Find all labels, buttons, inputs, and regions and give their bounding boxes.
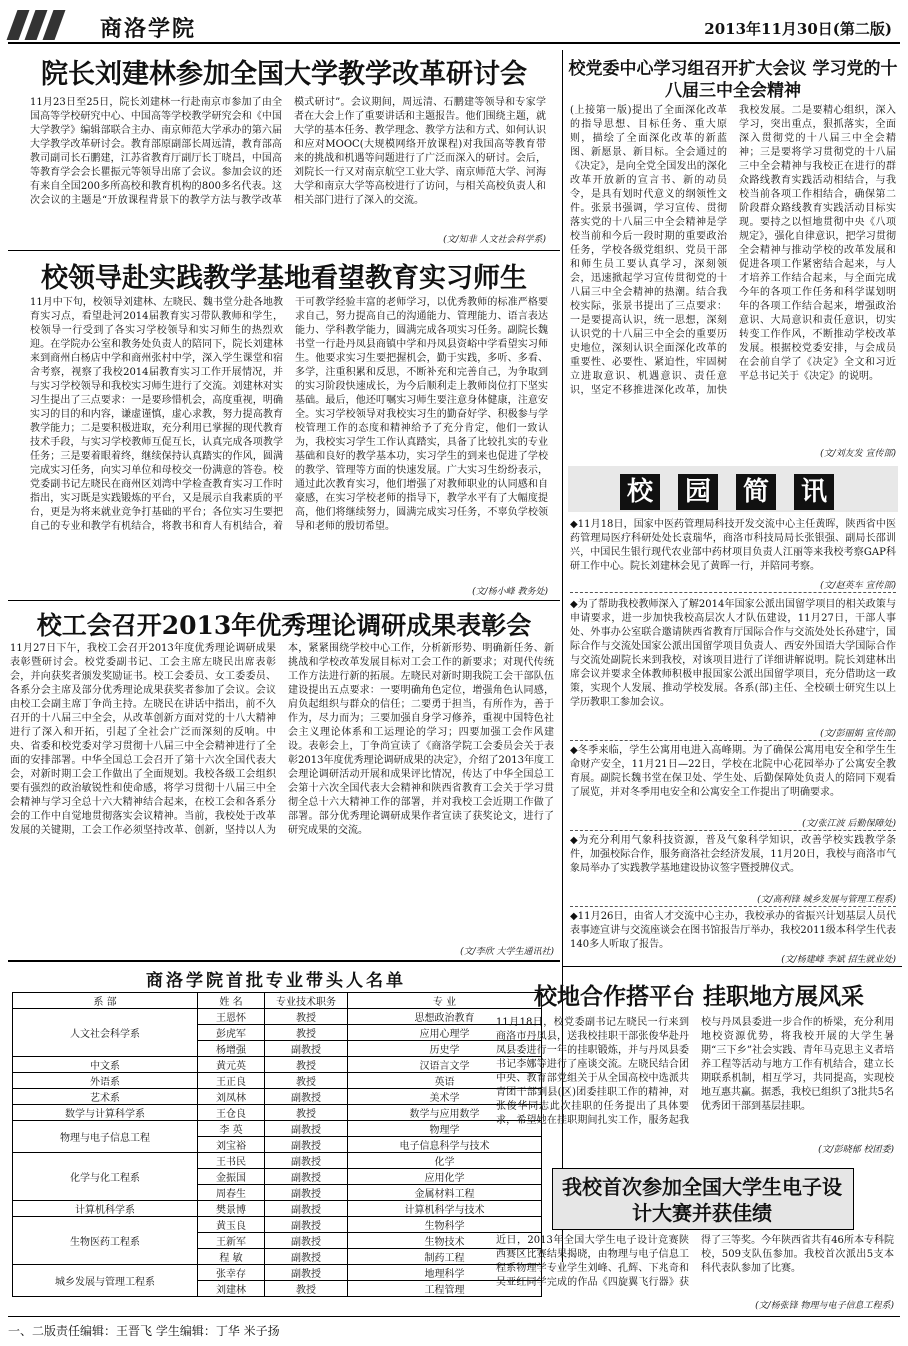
article6-title: 我校首次参加全国大学生电子设计大赛并获佳绩	[562, 1175, 842, 1225]
news-item: ◆为充分利用气象科技资源，普及气象科学知识，改善学校实践教学条件，加强校际合作，服务商洛社会经济发展，11月20日，我校与商洛市气象局举办了实践教学基地建设协议签字暨授牌仪式。	[570, 835, 896, 874]
dept-cell: 人文社会科学系	[13, 1009, 198, 1057]
article1-body: 11月23日至25日，院长刘建林一行赴南京市参加了由全国高等学校研究中心、中国高等学校教学研究会和《中国大学教学》编辑部联合主办、南京师范大学承办的第六届大学教学改革研讨会。教育部原副部长周远清，教育部高教司副司长石鹏建，江苏省教育厅副厅长丁晓昌，中国高等教育学会会长瞿振元等领导出席了会议。参加会议的还有来自全国200多所高校和教育机构的800多名代表。这次会议的主题是“开放课程背景下的教学方法与教学改革模式研讨”。会议期间，周远清、石鹏建等领导和专家学者在大会上作了重要讲话和主题报告。他们围绕主题，就大学的基本任务、教学理念、教学方法和方式、如何认识和应对MOOC(大规模网络开放课程)对我国高等教育带来的挑战和机遇等问题进行了广泛而深入的研讨。会后，刘院长一行又对南京航空工业大学、南京师范大学、河海大学和南京大学等高校进行了访问，与相关高校负责人和相关部门进行了深入的交流。	[30, 97, 546, 206]
title-char: 园	[678, 474, 718, 510]
title-cell: 副教授	[265, 1185, 348, 1201]
major-cell: 数学与应用数学	[348, 1105, 542, 1121]
table-row	[13, 1089, 542, 1105]
title-cell: 教授	[265, 1025, 348, 1041]
issue-date: 2013年11月30日(第二版)	[704, 20, 892, 38]
title-cell: 副教授	[265, 1137, 348, 1153]
name-cell: 王恩怀	[198, 1009, 265, 1025]
table-row	[13, 1105, 542, 1121]
article3-byline: (文/李欣 大学生通讯社)	[460, 947, 554, 957]
name-cell: 黄玉良	[198, 1217, 265, 1233]
title-cell: 副教授	[265, 1089, 348, 1105]
dept-cell: 计算机科学系	[13, 1201, 198, 1217]
title-cell: 副教授	[265, 1041, 348, 1057]
title-cell: 副教授	[265, 1121, 348, 1137]
title-cell: 副教授	[265, 1169, 348, 1185]
article4-byline: (文/刘友发 宣传部)	[820, 449, 896, 459]
news-item-byline: (文/高利锋 城乡发展与管理工程系)	[757, 895, 896, 905]
article1-byline: (文/知非 人文社会科学系)	[443, 235, 546, 245]
major-cell: 生物科学	[348, 1217, 542, 1233]
major-cell: 化学	[348, 1153, 542, 1169]
divider	[570, 740, 896, 741]
masthead: 商洛学院	[100, 16, 197, 42]
page-header	[8, 6, 900, 44]
table-row	[13, 1265, 542, 1281]
divider	[570, 906, 896, 907]
title-cell: 教授	[265, 1009, 348, 1025]
news-item: ◆冬季来临，学生公寓用电进入高峰期。为了确保公寓用电安全和学生生命财产安全，11月21日—22日，学校在北院中心花园举办了公寓安全教育展。副院长魏书堂在保卫处、学生处、后勤保障处负责人的陪同下观看了展览，并对冬季用电安全和公寓安全工作提出了明确要求。	[570, 745, 896, 798]
dept-cell: 城乡发展与管理工程系	[13, 1265, 198, 1297]
major-cell: 金属材料工程	[348, 1185, 542, 1201]
name-cell: 金振国	[198, 1169, 265, 1185]
title-cell: 副教授	[265, 1265, 348, 1281]
name-cell: 周春生	[198, 1185, 265, 1201]
major-cell: 工程管理	[348, 1281, 542, 1297]
table-row	[13, 1009, 542, 1025]
article4-body: (上接第一版)提出了全面深化改革的指导思想、目标任务、重大原则，描绘了全面深化改革的新蓝图、新愿景、新目标。全会通过的《决定》，是向全党全国发出的深化改革开放新的宣言书、新的动员令，是具有划时代意义的纲领性文件。张景书强调，学习宣传、贯彻落实党的十八届三中全会精神是学校当前和今后一段时期的重要政治任务，学校各级党组织、党员干部和师生员工要认真学习，深刻领会，迅速掀起学习宣传贯彻党的十八届三中全会精神的热潮。结合我校实际，张景书提出了三点要求：一是要提高认识，统一思想，深刻认识党的十八届三中全会的重要历史地位，深刻认识全面深化改革的重要性、必要性、紧迫性，牢固树立进取意识、机遇意识、责任意识，坚定不移推进深化改革，加快我校发展。二是要精心组织，深入学习，突出重点，狠抓落实，全面深入贯彻党的十八届三中全会精神；三是要将学习贯彻党的十八届三中全会精神与我校正在进行的群众路线教育实践活动相结合，与我校当前各项工作相结合，确保第二阶段群众路线教育实践活动目标实现。要持之以恒地贯彻中央《八项规定》，强化自律意识，把学习贯彻全会精神与推动学校的改革发展和促进各项工作紧密结合起来，与人才培养工作结合起来，与全面完成今年的各项工作任务和科学谋划明年的各项工作结合起来，增强政治意识、大局意识和责任意识，切实转变工作作风，不断推动学校改革发展。根据校党委安排，与会成员在会前自学了《决定》全文和习近平总书记关于《决定》的说明。	[570, 105, 896, 396]
article5-body: 11月18日，校党委副书记左晓民一行来到商洛市丹凤县，送我校挂职干部张俊华赴丹凤县委进行一年的挂职锻炼，并与丹凤县委书记李娜等进行了座谈交流。左晓民结合团中央、教育部党组关于从全国高校中选派共青团干部到县(区)团委挂职工作的精神，对张俊华同志此次挂职的任务提出了具体要求，希望她在挂职期间扎实工作，服务起我校与丹凤县委进一步合作的桥梁，充分利用地校资源优势，将我校开展的大学生暑期“三下乡”社会实践、青年马克思主义者培养工程等活动与地方工作有机结合，建立长期联系机制，相互学习，共同提高，实现校地互惠共赢。据悉，我校已组织了3批共5名优秀团干部到基层挂职。	[496, 1017, 894, 1126]
major-cell: 应用心理学	[348, 1025, 542, 1041]
name-cell: 程 敏	[198, 1249, 265, 1265]
footer-rule	[8, 1316, 900, 1317]
title-cell: 教授	[265, 1281, 348, 1297]
title-cell: 副教授	[265, 1249, 348, 1265]
title-char: 讯	[794, 474, 834, 510]
name-cell: 刘建林	[198, 1281, 265, 1297]
major-cell: 应用化学	[348, 1169, 542, 1185]
article3-title: 校工会召开2013年优秀理论调研成果表彰会	[36, 611, 532, 640]
name-cell: 樊景博	[198, 1201, 265, 1217]
dept-cell: 化学与化工程系	[13, 1153, 198, 1201]
major-cell: 地理科学	[348, 1265, 542, 1281]
table-row	[13, 1121, 542, 1137]
table-row	[13, 1217, 542, 1233]
column-header: 专 业	[348, 993, 542, 1009]
major-cell: 英语	[348, 1073, 542, 1089]
name-cell: 张幸存	[198, 1265, 265, 1281]
title-cell: 教授	[265, 1105, 348, 1121]
name-cell: 王书民	[198, 1153, 265, 1169]
divider	[562, 966, 902, 967]
dept-cell: 生物医药工程系	[13, 1217, 198, 1265]
column-header: 专业技术职务	[265, 993, 348, 1009]
title-cell: 副教授	[265, 1233, 348, 1249]
major-cell: 思想政治教育	[348, 1009, 542, 1025]
name-cell: 黄元英	[198, 1057, 265, 1073]
article3-body: 11月27日下午，我校工会召开2013年度优秀理论调研成果表彰暨研讨会。校党委副书记、工会主席左晓民出席表彰会，并向获奖者颁发奖励证书。校工会委员、女工委委员、各系分会主席及部分优秀理论成果获奖者参加了会议。会议由校工会副主席丁争尚主持。左晓民在讲话中指出，前不久召开的十八届三中全会，从改革创新方面对党的十八大精神进行了深入和开拓，引起了全社会广泛而深刻的反响。中央、省委和校党委对学习贯彻十八届三中全会精神进行了全面的安排部署。中华全国总工会召开了第十六次全国代表大会，对新时期工会工作做出了全面规划。我校各级工会组织要有强烈的政治敏锐性和使命感，将学习贯彻十八届三中全会精神与学习全总十六大精神结合起来，在校工会和各系分会的工作中自觉地贯彻落实会议精神。当前，我校处于改革发展的关键期，工会工作必须坚持改革、创新，坚持以人为本，紧紧围绕学校中心工作，分析新形势、明确新任务、新挑战和学校改革发展目标对工会工作的新要求；对现代传统工作方法进行新的拓展。左晓民对新时期我院工会干部队伍建设提出五点要求：一要明确角色定位，增强角色认同感，肩负起组织与群众的信任；二要勇于担当，有所作为，善于作为，尽力而为；三要加强自身学习修养，重视中国特色社会主义理论体系和工运理论的学习；四要加强工会作风建设。表彰会上，丁争尚宣读了《商洛学院工会委员会关于表彰2013年度优秀理论调研成果的决定》，介绍了2013年度工会理论调研活动开展和成果评比情况，传达了中华全国总工会第十六次全国代表大会精神和陕西省教育工会关于学习贯彻全总十六大精神工作的部署，并对我校工会近期工作做了部署。部分优秀理论调研成果作者宣读了获奖论文，进行了研究成果的交流。	[10, 643, 554, 836]
news-item-byline: (文/杨建峰 李斌 招生就业处)	[781, 955, 896, 965]
name-cell: 王新军	[198, 1233, 265, 1249]
article6-byline: (文/杨张锋 物理与电子信息工程系)	[755, 1301, 894, 1311]
article2-byline: (文/杨小峰 教务处)	[472, 587, 548, 597]
divider	[570, 592, 896, 593]
divider	[8, 600, 560, 601]
article2-body: 11月中下旬，校领导刘建林、左晓民、魏书堂分赴各地教育实习点，看望赴河2014届教育实习带队教师和学生，校领导一行受到了各实习学校领导和实习师生的热烈欢迎。在学院办公室和教务处负责人的陪同下，院长刘建林来到商州白杨店中学和商州张村中学，深入学生课堂和宿舍考察，视察了我校2014届教育实习工作开展情况，并与实习学校领导和我校实习师生进行了交流。刘建林对实习生提出了三点要求：一是要珍惜机会，高度重视，明确实习的目的和内容，谦虚谨慎，虚心求教，努力提高教育教学能力；二是要积极进取，充分利用已掌握的现代教育技术手段，与实习学校教师互促互长，认真完成各项教学任务；三是要着眼着终，继续保持认真踏实的作风，圆满完成实习任务，向实习单位和母校交一份满意的答卷。校党委副书记左晓民在商州区刘湾中学检查教育实习工作时指出，实习既是实践锻炼的平台，又是展示自我素质的平台，更是为将来就业竞争打基础的平台；各位实习生要把自己的专业和教学有机结合，将教书和育人有机结合，着干可教学经验丰富的老师学习，以优秀教师的标准严格要求自己，努力提高自己的沟通能力、管理能力、语言表达能力、学科教学能力，圆满完成各项实习任务。副院长魏书堂一行赴丹凤县商镇中学和丹凤县资峪中学看望实习师生。他要求实习生要把握机会，勤于实践，多听、多看、多学，注重积累和反思，不断补充和完善自己，为争取到的实习阶段快速成长，为今后顺利走上教师岗位打下坚实基础。最后，他还叮嘱实习师生要注意身体健康，注意安全。实习学校领导对我校实习生的勤奋好学、积极参与学校管理工作的态度和精神给予了充分肯定，他们一致认为，我校实习学生工作认真踏实，具备了比较扎实的专业基础和良好的教学基本功，实习学生的到来也促进了学校的教学、管理等方面的快速发展。广大实习生纷纷表示，通过此次教育实习，他们增强了对教师职业的认同感和自豪感，在实习学校老师的指导下，教学水平有了大幅度提高，他们将继续努力，圆满完成实习任务，不辜负学校领导和老师的殷切希望。	[30, 297, 548, 532]
table-header-row	[13, 993, 542, 1009]
name-cell: 李 英	[198, 1121, 265, 1137]
dept-cell: 中文系	[13, 1057, 198, 1073]
title-cell: 副教授	[265, 1201, 348, 1217]
article2-title: 校领导赴实践教学基地看望教育实习师生	[41, 263, 527, 294]
footer-credits: 一、二版责任编辑：王晋飞 学生编辑：丁华 米子扬	[8, 1324, 280, 1338]
news-item: ◆为了帮助我校教师深入了解2014年国家公派出国留学项目的相关政策与申请要求，进一步加快我校高层次人才队伍建设，11月27日，干部人事处、外事办公室联合邀请陕西省教育厅国际合作与交流处处长孙建宁，国际合作与交流处国家公派出国留学项目负责人、西安外国语大学国际合作与交流处副院长来到我校，对该项目进行了详细讲解说明。院长刘建林出席会议并要求全体教师积极申报国家公派出国留学项目，充分借助这一政策，实现个人发展、推动学校发展。各系(部)主任、全校硕士研究生以上学历教职工参加会议。	[570, 599, 896, 708]
news-item-byline: (文/张江波 后勤保障处)	[802, 819, 896, 829]
table-row	[13, 1201, 542, 1217]
title-char: 简	[736, 474, 776, 510]
major-cell: 物理学	[348, 1121, 542, 1137]
major-cell: 汉语言文学	[348, 1057, 542, 1073]
news-item-byline: (文/赵英车 宣传部)	[820, 581, 896, 591]
article6-body: 近日，2013年全国大学生电子设计竞赛陕西赛区比赛结果揭晓，由物理与电子信息工程系物理学专业学生刘峰、孔辉、下兆奇和吴亚红同学完成的作品《四旋翼飞行器》获得了三等奖。今年陕西省共有46所本专科院校，509支队伍参加。我校首次派出5支本科代表队参加了比赛。	[496, 1235, 894, 1288]
dept-cell: 艺术系	[13, 1089, 198, 1105]
news-item-byline: (文/彭丽娟 宣传部)	[820, 729, 896, 739]
column-header: 姓 名	[198, 993, 265, 1009]
major-cell: 电子信息科学与技术	[348, 1137, 542, 1153]
title-cell: 教授	[265, 1057, 348, 1073]
news-brief-title	[620, 474, 860, 512]
name-cell: 刘宝裕	[198, 1137, 265, 1153]
title-cell: 副教授	[265, 1153, 348, 1169]
article5-title: 校地合作搭平台 挂职地方展风采	[533, 983, 864, 1010]
name-cell: 刘凤林	[198, 1089, 265, 1105]
major-cell: 制药工程	[348, 1249, 542, 1265]
divider	[8, 960, 560, 962]
table-title: 商洛学院首批专业带头人名单	[146, 971, 406, 991]
name-cell: 王仓良	[198, 1105, 265, 1121]
header-stripes	[8, 10, 78, 40]
dept-cell: 数学与计算科学系	[13, 1105, 198, 1121]
table-row	[13, 1153, 542, 1169]
news-item: ◆11月18日，国家中医药管理局科技开发交流中心主任黄晖，陕西省中医药管理局医疗科研处处长袁瑞华，商洛市科技局局长张银强、副局长邵训兴，中国民生银行现代农业部中药材项目负责人江丽等来我校考察GAP科研工作中心。院长刘建林会见了黄晖一行，并陪同考察。	[570, 519, 896, 572]
news-item: ◆11月26日，由省人才交流中心主办，我校承办的省振兴计划基层人员代表事迹宣讲与交流座谈会在图书馆报告厅举办，我校2011级本科学生代表140多人听取了报告。	[570, 911, 896, 950]
column-header: 系 部	[13, 993, 198, 1009]
title-cell: 教授	[265, 1073, 348, 1089]
divider	[8, 250, 560, 251]
name-cell: 彭虎军	[198, 1025, 265, 1041]
major-cell: 美术学	[348, 1089, 542, 1105]
name-cell: 王正良	[198, 1073, 265, 1089]
divider	[570, 830, 896, 831]
table-row	[13, 1073, 542, 1089]
table-row	[13, 1057, 542, 1073]
article5-byline: (文/彭晓郁 校团委)	[818, 1145, 894, 1155]
title-char: 校	[620, 474, 660, 510]
dept-cell: 外语系	[13, 1073, 198, 1089]
major-cell: 生物技术	[348, 1233, 542, 1249]
major-cell: 计算机科学与技术	[348, 1201, 542, 1217]
dept-cell: 物理与电子信息工程	[13, 1121, 198, 1153]
article4-title: 校党委中心学习组召开扩大会议 学习党的十八届三中全会精神	[568, 59, 898, 101]
title-cell: 副教授	[265, 1217, 348, 1233]
leaders-table	[12, 992, 542, 1297]
article1-title: 院长刘建林参加全国大学教学改革研讨会	[41, 59, 527, 90]
major-cell: 历史学	[348, 1041, 542, 1057]
name-cell: 杨增强	[198, 1041, 265, 1057]
